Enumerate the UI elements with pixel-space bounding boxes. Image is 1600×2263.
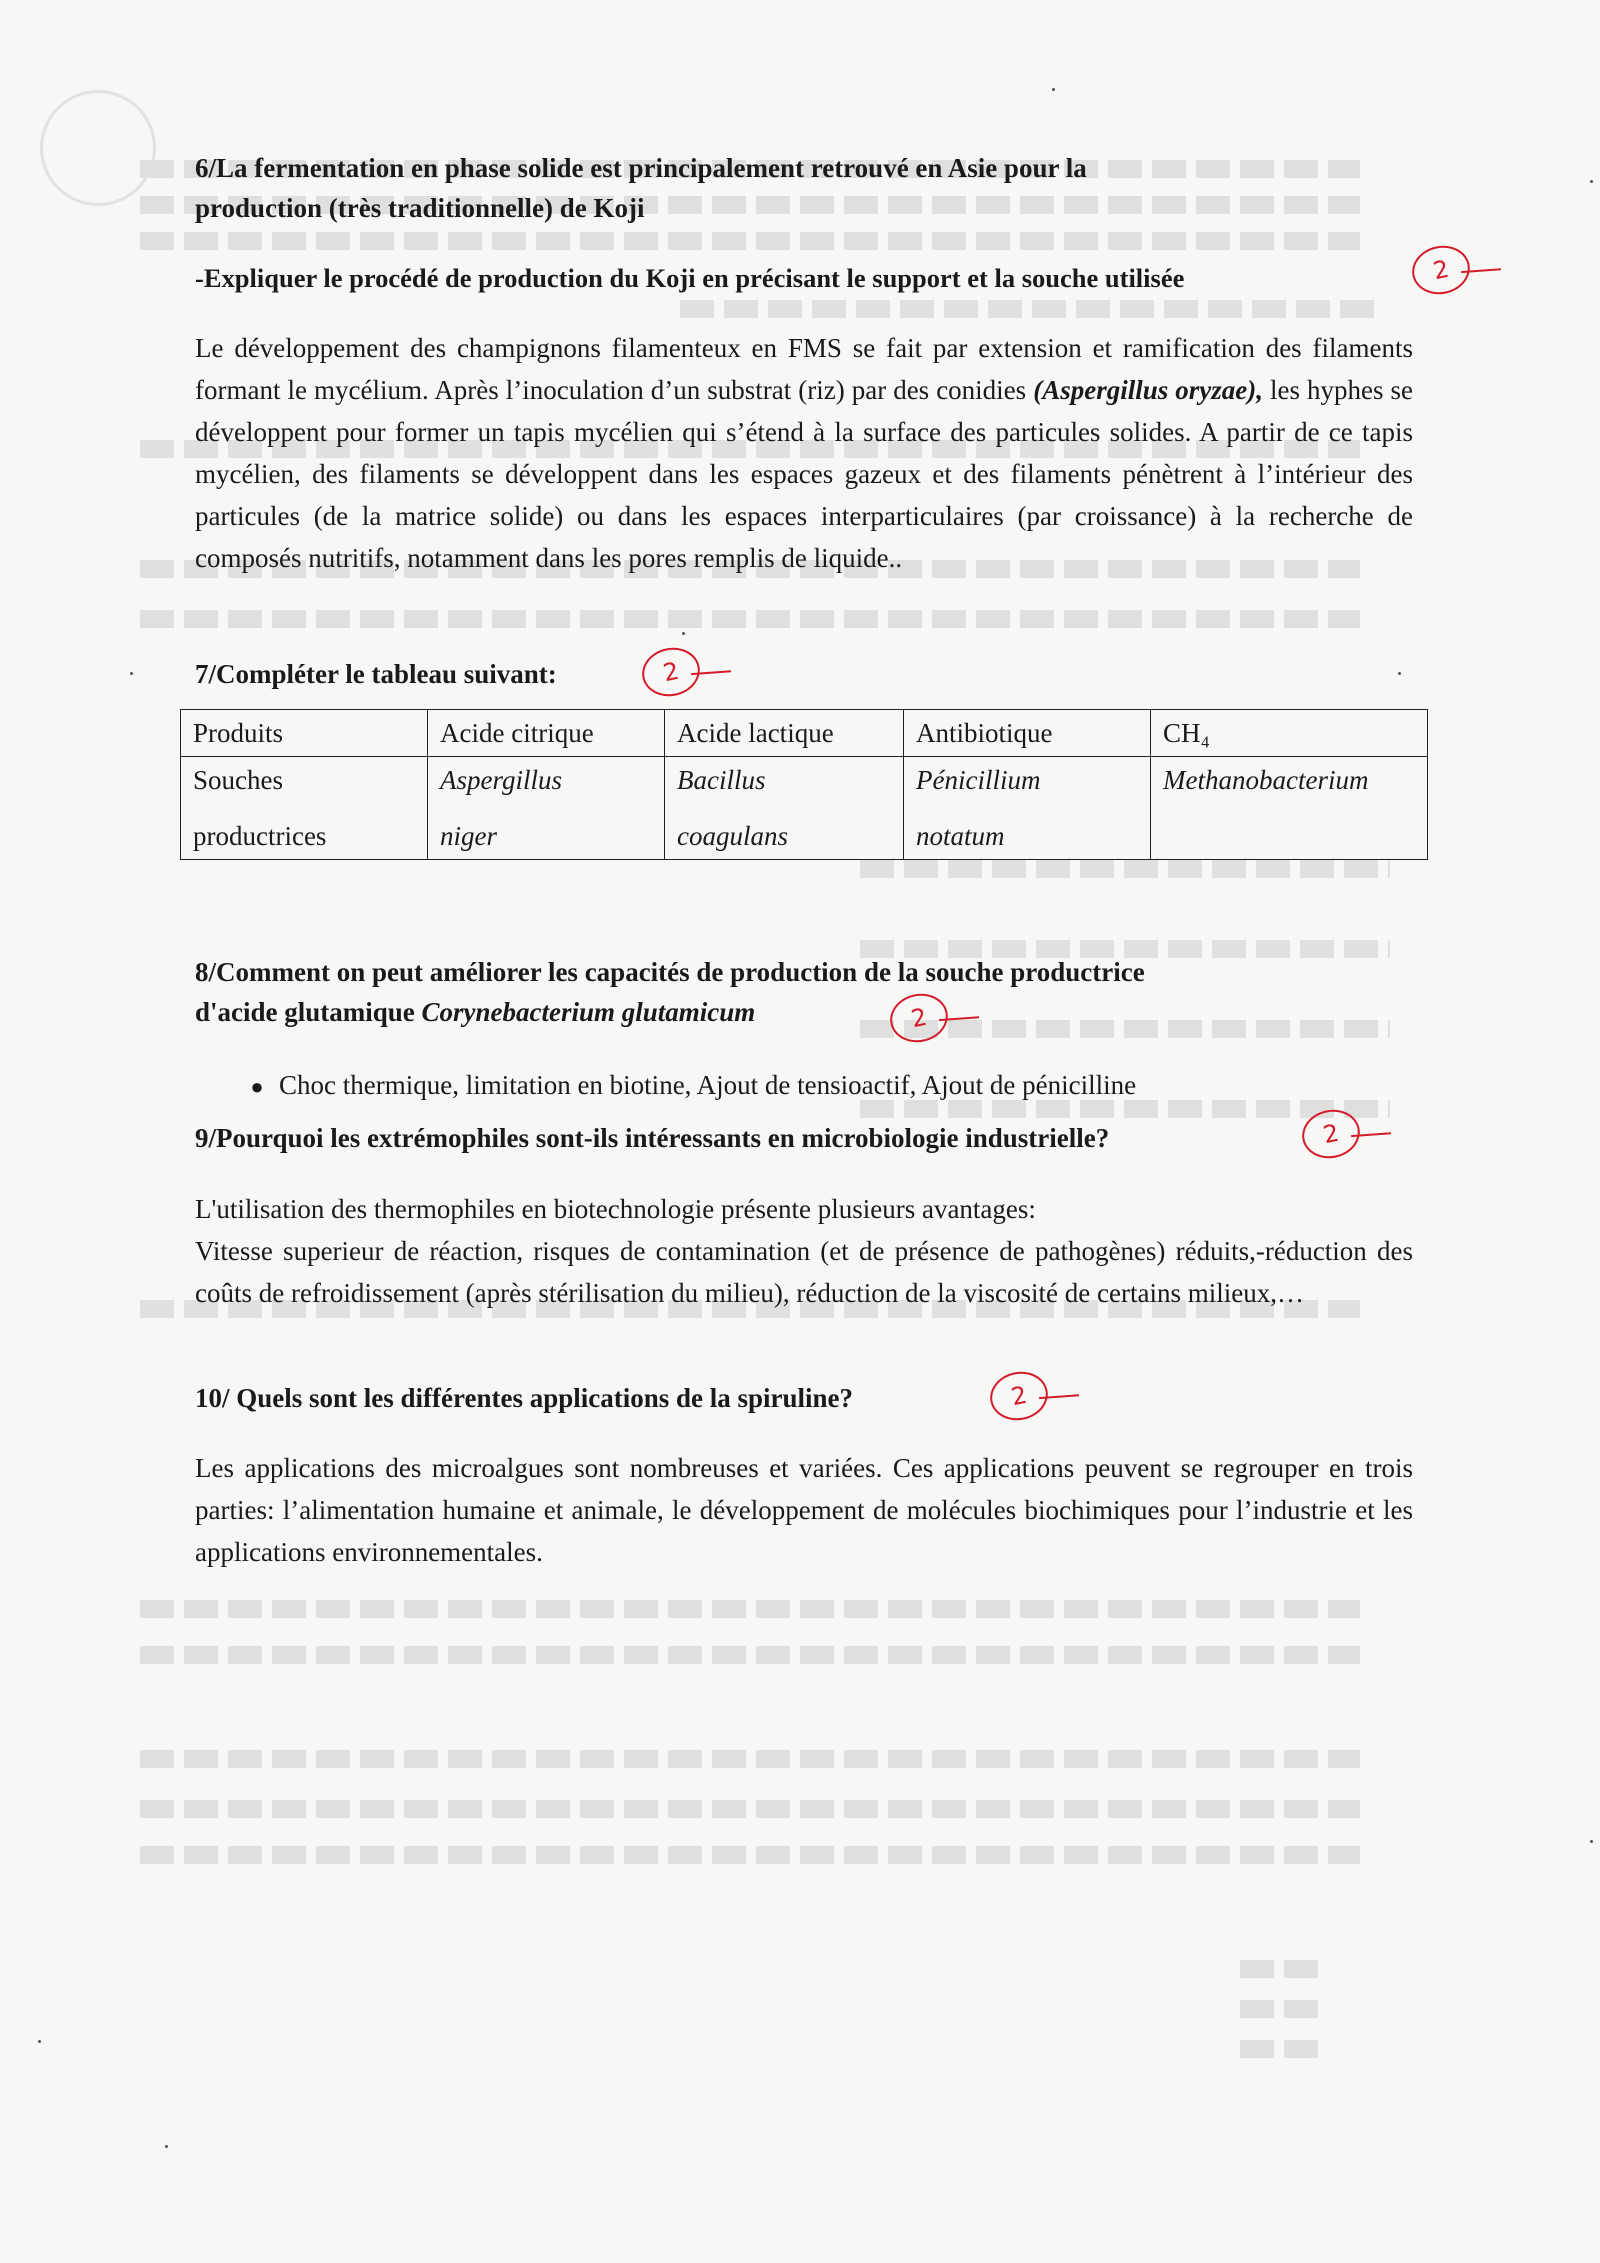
question-6-answer-text — [195, 327, 1413, 579]
table-cell — [181, 757, 428, 860]
table-cell: Produits — [181, 710, 428, 757]
scan-speck — [1590, 1840, 1593, 1843]
question-8-bullet-item — [235, 1064, 1455, 1108]
table-cell — [904, 757, 1151, 860]
table-cell: CH₄ — [1151, 710, 1428, 757]
table-cell — [428, 757, 665, 860]
table-cell — [665, 757, 904, 860]
scan-speck — [130, 672, 133, 675]
question-9-answer-rest: Vitesse superieur de réaction, risques de contamination (et de présence de pathogènes) réduits,-réduction des coûts de refroidissement (après stérilisation du milieu), réduction de la viscosité de certains milieux,… — [195, 1236, 1413, 1308]
scan-speck — [682, 632, 685, 635]
question-6-title-line1: 6/La fermentation en phase solide est principalement retrouvé en Asie pour la — [195, 153, 1087, 183]
table-cell — [1151, 757, 1428, 860]
question-8-title-line2 — [195, 992, 1415, 1032]
strain-line2: notatum — [916, 821, 1005, 851]
strain-line2: coagulans — [677, 821, 788, 851]
question-7 — [195, 654, 1415, 694]
table-cell: Acide lactique — [665, 710, 904, 757]
scan-speck — [1398, 672, 1401, 675]
table-row — [181, 757, 1428, 860]
question-8-prefix: d'acide glutamique — [195, 997, 422, 1027]
scan-speck — [1590, 180, 1593, 183]
table-row — [181, 710, 1428, 757]
answer-6-species: (Aspergillus oryzae), — [1033, 375, 1263, 405]
strain-line1: Pénicillium — [916, 765, 1041, 795]
question-6-answer — [195, 327, 1413, 579]
production-table — [180, 709, 1428, 860]
question-6 — [195, 148, 1415, 228]
grade-mark-q10-value: 2 — [1008, 1380, 1030, 1412]
question-10 — [195, 1378, 1415, 1418]
question-6-title-line2: production (très traditionnelle) de Koji — [195, 193, 645, 223]
question-8-bullet-text: Choc thermique, limitation en biotine, Ajout de tensioactif, Ajout de pénicilline — [279, 1070, 1137, 1100]
question-10-title: 10/ Quels sont les différentes applications de la spiruline? — [195, 1383, 854, 1413]
question-8-title-line1: 8/Comment on peut améliorer les capacités de production de la souche productrice — [195, 957, 1145, 987]
answer-6-part2: les hyphes se développent pour former un tapis mycélien qui s’étend à la surface des particules solides. A partir de ce tapis mycélien, des filaments se développent dans les espaces gazeux et des filaments pénètrent à l’intérieur des particules (de la matrice solide) ou dans les espaces interparticulaires (par croissance) à la recherche de composés nutritifs, notamment dans les pores remplis de liquide.. — [195, 375, 1413, 573]
question-6-subquestion-text: -Expliquer le procédé de production du Koji en précisant le support et la souche utilisée — [195, 263, 1185, 293]
question-9-title: 9/Pourquoi les extrémophiles sont-ils intéressants en microbiologie industrielle? — [195, 1123, 1110, 1153]
question-10-answer — [195, 1447, 1413, 1573]
grade-mark-q8-value: 2 — [908, 1002, 930, 1034]
question-7-title: 7/Compléter le tableau suivant: — [195, 659, 557, 689]
grade-mark-q6-value: 2 — [1430, 254, 1452, 286]
strain-line2: niger — [440, 821, 497, 851]
question-8 — [195, 952, 1415, 1032]
strain-line1: Aspergillus — [440, 765, 563, 795]
question-8-species: Corynebacterium glutamicum — [421, 997, 756, 1027]
row-label-line2: productrices — [193, 821, 327, 851]
answer-6-part1: Le développement des champignons filamenteux en FMS se fait par extension et ramification des filaments formant le mycélium. Après l’inoculation d’un substrat (riz) par des conidies — [195, 333, 1413, 405]
bullet-icon: ● — [250, 1074, 264, 1099]
grade-mark-q7-value: 2 — [660, 656, 682, 688]
grade-mark-q6 — [1408, 240, 1475, 299]
grade-mark-q9-value: 2 — [1320, 1118, 1342, 1150]
table-cell: Acide citrique — [428, 710, 665, 757]
question-8-answer — [235, 1064, 1455, 1108]
table-cell: Antibiotique — [904, 710, 1151, 757]
question-9-answer-line1: L'utilisation des thermophiles en biotechnologie présente plusieurs avantages: — [195, 1194, 1036, 1224]
scan-speck — [38, 2040, 41, 2043]
question-6-subquestion — [195, 258, 1415, 298]
strain-line1: Bacillus — [677, 765, 766, 795]
question-9 — [195, 1118, 1415, 1158]
scan-speck — [1052, 88, 1055, 91]
strain-line1: Methanobacterium — [1163, 765, 1369, 795]
scan-speck — [165, 2145, 168, 2148]
row-label-line1: Souches — [193, 765, 283, 795]
question-10-answer-text: Les applications des microalgues sont nombreuses et variées. Ces applications peuvent se regrouper en trois parties: l’alimentation humaine et animale, le développement de molécules biochimiques pour l’industrie et les applications environnementales. — [195, 1453, 1413, 1567]
question-9-answer — [195, 1188, 1413, 1314]
